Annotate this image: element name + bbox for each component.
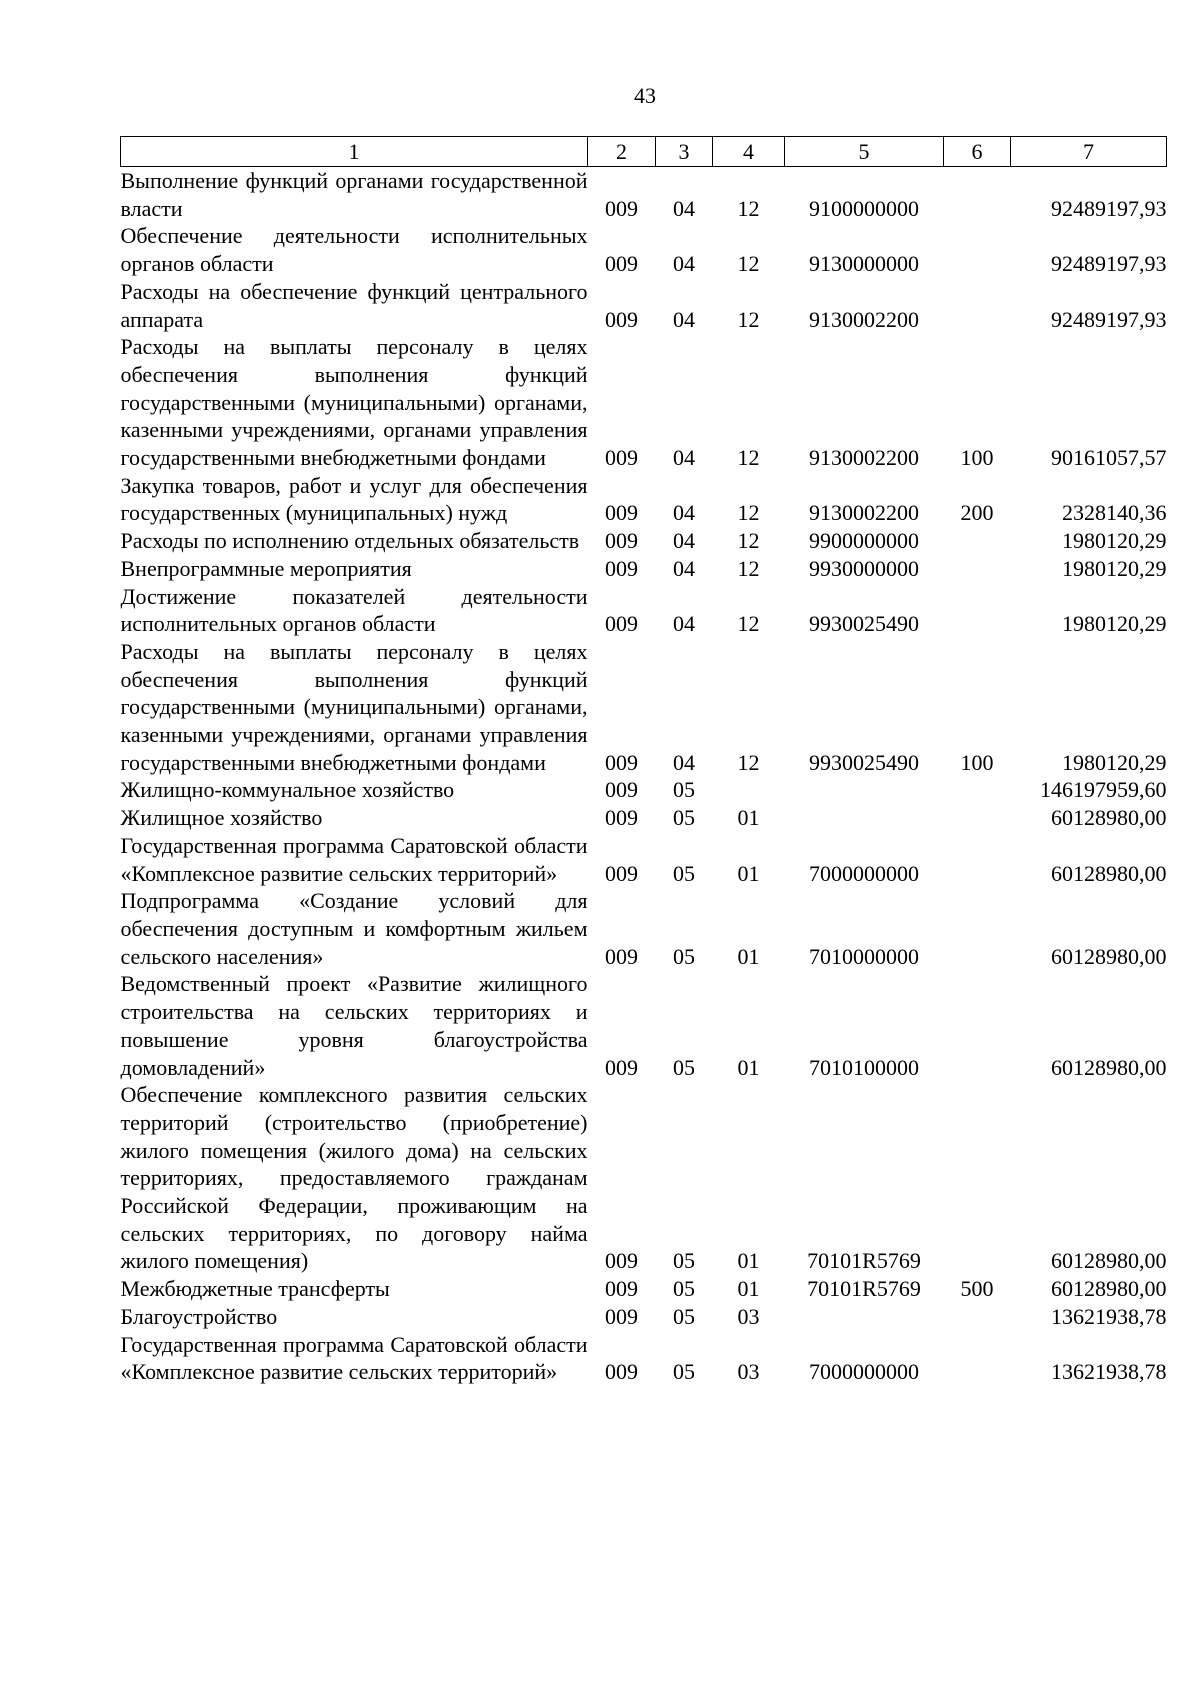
row-code-subsection: 12 xyxy=(737,749,760,775)
row-code-section: 05 xyxy=(673,860,695,886)
row-amount: 60128980,00 xyxy=(1051,805,1167,831)
row-amount: 13621938,78 xyxy=(1051,1359,1167,1385)
row-code-target: 9100000000 xyxy=(809,195,919,221)
row-code-admin: 009 xyxy=(605,445,638,471)
table-row xyxy=(121,638,1167,777)
row-code-subsection xyxy=(713,776,785,804)
row-code-target: 70101R5769 xyxy=(807,1276,921,1302)
table-row xyxy=(121,1081,1167,1275)
table-row xyxy=(121,555,1167,583)
header-row xyxy=(121,137,1167,167)
row-code-admin: 009 xyxy=(605,777,638,803)
row-name: Межбюджетные трансферты xyxy=(120,1276,390,1302)
row-code-expense-type: 100 xyxy=(960,445,994,471)
row-amount: 60128980,00 xyxy=(1051,860,1167,886)
row-code-expense-type xyxy=(944,222,1011,277)
row-amount: 92489197,93 xyxy=(1051,251,1167,277)
row-code-subsection: 12 xyxy=(737,306,760,332)
row-code-target: 9930000000 xyxy=(809,555,919,581)
row-name: Государственная программа Саратовской области «Комплексное развитие сельских территорий» xyxy=(120,1331,588,1385)
row-code-section: 05 xyxy=(673,777,695,803)
row-name: Государственная программа Саратовской области «Комплексное развитие сельских территорий» xyxy=(120,832,588,886)
row-code-admin: 009 xyxy=(605,1248,638,1274)
row-name: Жилищное хозяйство xyxy=(120,805,323,831)
row-code-admin: 009 xyxy=(605,805,638,831)
row-code-section: 05 xyxy=(673,1276,695,1302)
budget-table xyxy=(120,136,1167,1386)
row-amount: 1980120,29 xyxy=(1062,528,1167,554)
row-code-section: 05 xyxy=(673,1359,695,1385)
row-name: Расходы на выплаты персоналу в целях обеспечения выполнения функций государственными (муниципальными) органами, казенными учреждениями, органами управления государственными внебюджетными фондами xyxy=(120,638,588,775)
row-code-target: 9130000000 xyxy=(809,251,919,277)
row-code-admin: 009 xyxy=(605,555,638,581)
row-code-admin: 009 xyxy=(605,195,638,221)
row-code-admin: 009 xyxy=(605,1303,638,1329)
row-code-section: 04 xyxy=(673,528,695,554)
column-header-2: 2 xyxy=(588,137,656,167)
row-code-admin: 009 xyxy=(605,528,638,554)
row-code-subsection: 12 xyxy=(737,500,760,526)
column-header-6: 6 xyxy=(944,137,1011,167)
column-header-4: 4 xyxy=(713,137,785,167)
row-amount: 2328140,36 xyxy=(1062,500,1167,526)
row-code-subsection: 01 xyxy=(737,805,760,831)
row-code-expense-type xyxy=(944,804,1011,832)
row-code-target: 7010000000 xyxy=(809,943,919,969)
column-header-1: 1 xyxy=(121,137,588,167)
row-code-expense-type xyxy=(944,887,1011,970)
row-code-subsection: 03 xyxy=(737,1303,760,1329)
table-row xyxy=(121,527,1167,555)
row-code-subsection: 12 xyxy=(737,555,760,581)
row-code-expense-type xyxy=(944,167,1011,223)
row-code-section: 04 xyxy=(673,500,695,526)
row-name: Достижение показателей деятельности исполнительных органов области xyxy=(120,583,588,637)
row-code-expense-type: 200 xyxy=(960,500,994,526)
row-code-admin: 009 xyxy=(605,749,638,775)
row-amount: 13621938,78 xyxy=(1051,1303,1167,1329)
row-name: Выполнение функций органами государственной власти xyxy=(120,168,588,221)
row-code-expense-type xyxy=(944,527,1011,555)
row-code-section: 04 xyxy=(673,306,695,332)
row-name: Расходы по исполнению отдельных обязательств xyxy=(120,528,580,554)
row-code-section: 04 xyxy=(673,555,695,581)
row-code-target: 9130002200 xyxy=(809,445,919,471)
row-amount: 92489197,93 xyxy=(1051,195,1167,221)
column-header-5: 5 xyxy=(785,137,944,167)
row-name: Расходы на обеспечение функций центрального аппарата xyxy=(120,278,588,332)
row-name: Расходы на выплаты персоналу в целях обеспечения выполнения функций государственными (муниципальными) органами, казенными учреждениями, органами управления государственными внебюджетными фондами xyxy=(120,334,588,471)
row-name: Благоустройство xyxy=(120,1303,278,1329)
row-amount: 60128980,00 xyxy=(1051,943,1167,969)
row-code-target: 9900000000 xyxy=(809,528,919,554)
table-row xyxy=(121,167,1167,223)
row-code-subsection: 12 xyxy=(737,528,760,554)
row-code-section: 05 xyxy=(673,1303,695,1329)
row-name: Обеспечение деятельности исполнительных органов области xyxy=(120,223,588,277)
row-code-section: 04 xyxy=(673,611,695,637)
row-code-expense-type xyxy=(944,1303,1011,1331)
table-body xyxy=(121,167,1167,1386)
row-code-section: 04 xyxy=(673,251,695,277)
row-code-target xyxy=(785,804,944,832)
row-code-admin: 009 xyxy=(605,1276,638,1302)
row-code-section: 05 xyxy=(673,1054,695,1080)
row-code-subsection: 01 xyxy=(737,860,760,886)
column-header-7: 7 xyxy=(1011,137,1167,167)
row-code-target: 7000000000 xyxy=(809,860,919,886)
row-amount: 60128980,00 xyxy=(1051,1276,1167,1302)
row-name: Закупка товаров, работ и услуг для обеспечения государственных (муниципальных) нужд xyxy=(120,472,588,526)
row-code-subsection: 12 xyxy=(737,611,760,637)
row-code-target: 9130002200 xyxy=(809,500,919,526)
row-code-admin: 009 xyxy=(605,306,638,332)
row-code-subsection: 01 xyxy=(737,1054,760,1080)
row-code-subsection: 01 xyxy=(737,1248,760,1274)
row-code-expense-type xyxy=(944,555,1011,583)
row-code-admin: 009 xyxy=(605,860,638,886)
row-code-subsection: 12 xyxy=(737,195,760,221)
table-row xyxy=(121,1303,1167,1331)
row-amount: 60128980,00 xyxy=(1051,1054,1167,1080)
row-name: Подпрограмма «Создание условий для обеспечения доступным и комфортным жильем сельского населения» xyxy=(120,888,588,969)
row-amount: 60128980,00 xyxy=(1051,1248,1167,1274)
row-amount: 1980120,29 xyxy=(1062,749,1167,775)
row-name: Внепрограммные мероприятия xyxy=(120,555,412,581)
row-code-admin: 009 xyxy=(605,500,638,526)
row-code-expense-type xyxy=(944,278,1011,333)
row-code-expense-type: 500 xyxy=(960,1276,994,1302)
row-code-admin: 009 xyxy=(605,943,638,969)
row-code-expense-type: 100 xyxy=(960,749,994,775)
row-code-section: 04 xyxy=(673,195,695,221)
row-code-target: 9130002200 xyxy=(809,306,919,332)
table-row xyxy=(121,832,1167,887)
row-code-admin: 009 xyxy=(605,611,638,637)
row-name: Жилищно-коммунальное хозяйство xyxy=(120,777,455,803)
table-row xyxy=(121,1331,1167,1386)
table-row xyxy=(121,333,1167,472)
table-row xyxy=(121,1275,1167,1303)
row-code-expense-type xyxy=(944,776,1011,804)
row-amount: 146197959,60 xyxy=(1040,777,1167,803)
page-number: 43 xyxy=(634,83,656,108)
table-header xyxy=(121,137,1167,167)
table-row xyxy=(121,278,1167,333)
column-header-3: 3 xyxy=(656,137,713,167)
table-row xyxy=(121,472,1167,527)
row-amount: 1980120,29 xyxy=(1062,555,1167,581)
row-code-expense-type xyxy=(944,1081,1011,1275)
table-row xyxy=(121,776,1167,804)
row-code-section: 05 xyxy=(673,805,695,831)
row-amount: 92489197,93 xyxy=(1051,306,1167,332)
table-row xyxy=(121,583,1167,638)
table-row xyxy=(121,804,1167,832)
row-code-expense-type xyxy=(944,1331,1011,1386)
row-code-target xyxy=(785,776,944,804)
row-code-target: 9930025490 xyxy=(809,611,919,637)
row-code-section: 05 xyxy=(673,943,695,969)
row-code-section: 04 xyxy=(673,749,695,775)
row-code-subsection: 12 xyxy=(737,251,760,277)
row-code-section: 04 xyxy=(673,445,695,471)
row-code-target xyxy=(785,1303,944,1331)
row-code-subsection: 01 xyxy=(737,943,760,969)
row-code-subsection: 03 xyxy=(737,1359,760,1385)
table-row xyxy=(121,222,1167,277)
row-code-section: 05 xyxy=(673,1248,695,1274)
row-code-admin: 009 xyxy=(605,1359,638,1385)
row-code-target: 7010100000 xyxy=(809,1054,919,1080)
row-code-expense-type xyxy=(944,583,1011,638)
row-code-target: 9930025490 xyxy=(809,749,919,775)
row-code-admin: 009 xyxy=(605,251,638,277)
row-code-subsection: 01 xyxy=(737,1276,760,1302)
row-code-subsection: 12 xyxy=(737,445,760,471)
row-name: Обеспечение комплексного развития сельских территорий (строительство (приобретение) жилого помещения (жилого дома) на сельских территориях, предоставляемого гражданам Российской Федерации, проживающим на сельских территориях, по договору найма жилого помещения) xyxy=(120,1082,588,1274)
row-name: Ведомственный проект «Развитие жилищного строительства на сельских территориях и повышение уровня благоустройства домовладений» xyxy=(120,971,588,1080)
row-amount: 1980120,29 xyxy=(1062,611,1167,637)
table-row xyxy=(121,887,1167,970)
row-code-admin: 009 xyxy=(605,1054,638,1080)
row-code-expense-type xyxy=(944,970,1011,1081)
table-row xyxy=(121,970,1167,1081)
row-code-target: 7000000000 xyxy=(809,1359,919,1385)
row-amount: 90161057,57 xyxy=(1051,445,1167,471)
row-code-expense-type xyxy=(944,832,1011,887)
row-code-target: 70101R5769 xyxy=(807,1248,921,1274)
